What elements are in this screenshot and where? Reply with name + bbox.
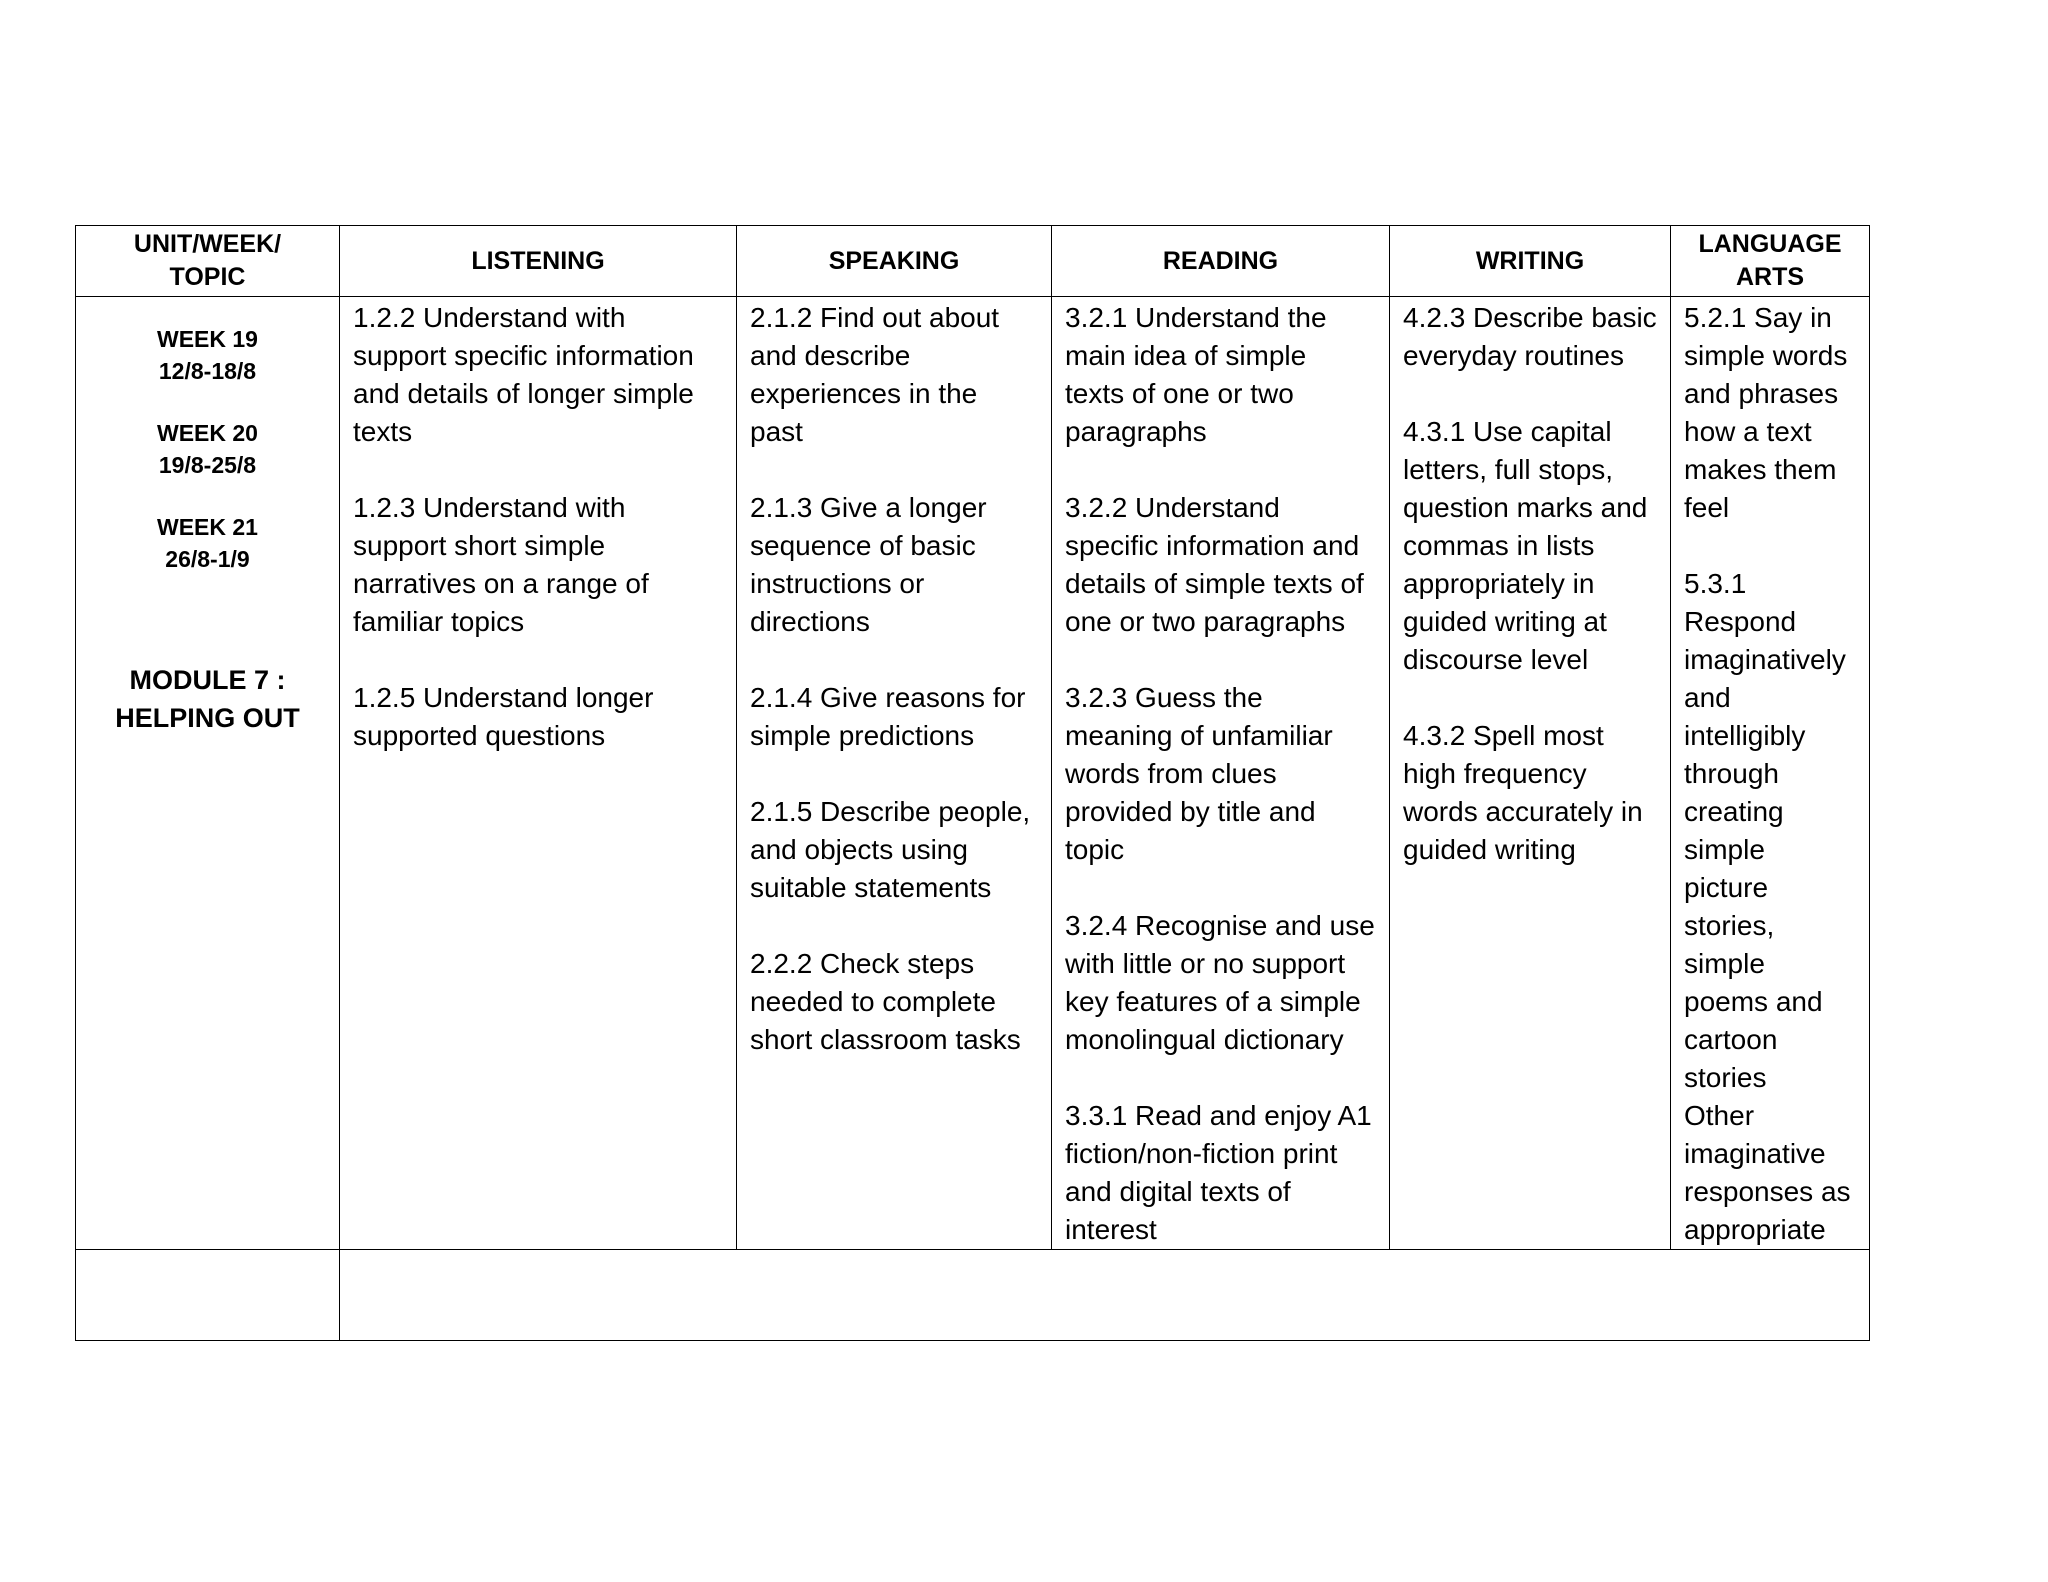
footer-empty-cell-left: [76, 1250, 340, 1341]
week-label: WEEK 21: [157, 514, 258, 540]
week-dates: 12/8-18/8: [158, 358, 257, 384]
writing-cell: [1390, 297, 1671, 1250]
language-arts-cell: [1671, 297, 1870, 1250]
footer-row: [76, 1250, 1870, 1341]
speaking-cell: [737, 297, 1052, 1250]
week-label: WEEK 20: [157, 420, 258, 446]
speaking-standards: 2.1.2 Find out about and describe experiences in the past 2.1.3 Give a longer sequence of basic instructions or directions 2.1.4 Give reasons for simple predictions 2.1.5 Describe people, and objects using suitable statements 2.2.2 Check steps needed to complete short classroom tasks: [750, 302, 1031, 1055]
reading-cell: [1052, 297, 1390, 1250]
header-language-arts: LANGUAGE ARTS: [1671, 226, 1870, 297]
language-arts-standards: 5.2.1 Say in simple words and phrases how a text makes them feel 5.3.1 Respond imaginatively and intelligibly through creating simple picture stories, simple poems and cartoon stories Other imaginative responses as appropriate: [1684, 302, 1851, 1245]
lesson-plan-table: [75, 225, 1870, 1341]
header-listening: LISTENING: [340, 226, 737, 297]
header-writing: WRITING: [1390, 226, 1671, 297]
week-20: [76, 417, 339, 481]
week-dates: 26/8-1/9: [165, 546, 250, 572]
header-row: [76, 226, 1870, 297]
listening-standards: 1.2.2 Understand with support specific information and details of longer simple texts 1.2.3 Understand with support short simple narratives on a range of familiar topics 1.2.5 Understand longer supported questions: [353, 302, 694, 751]
week-dates: 19/8-25/8: [158, 452, 257, 478]
week-21: [76, 511, 339, 575]
header-unit-week-topic: UNIT/WEEK/ TOPIC: [76, 226, 340, 297]
content-row: [76, 297, 1870, 1250]
header-speaking: SPEAKING: [737, 226, 1052, 297]
unit-cell: [76, 297, 340, 1250]
writing-standards: 4.2.3 Describe basic everyday routines 4.3.1 Use capital letters, full stops, question marks and commas in lists appropriately in guided writing at discourse level 4.3.2 Spell most high frequency words accurately in guided writing: [1403, 302, 1657, 865]
week-label: WEEK 19: [157, 326, 258, 352]
week-list: [76, 297, 339, 575]
header-reading: READING: [1052, 226, 1390, 297]
module-title: MODULE 7 : HELPING OUT: [115, 665, 300, 733]
listening-cell: [340, 297, 737, 1250]
reading-standards: 3.2.1 Understand the main idea of simple texts of one or two paragraphs 3.2.2 Understand specific information and details of simple texts of one or two paragraphs 3.2.3 Guess the meaning of unfamiliar words from clues provided by title and topic 3.2.4 Recognise and use with little or no support key features of a simple monolingual dictionary 3.3.1 Read and enjoy A1 fiction/non-fiction print and digital texts of interest: [1065, 302, 1375, 1245]
week-19: [76, 323, 339, 387]
footer-empty-cell-right: [340, 1250, 1870, 1341]
